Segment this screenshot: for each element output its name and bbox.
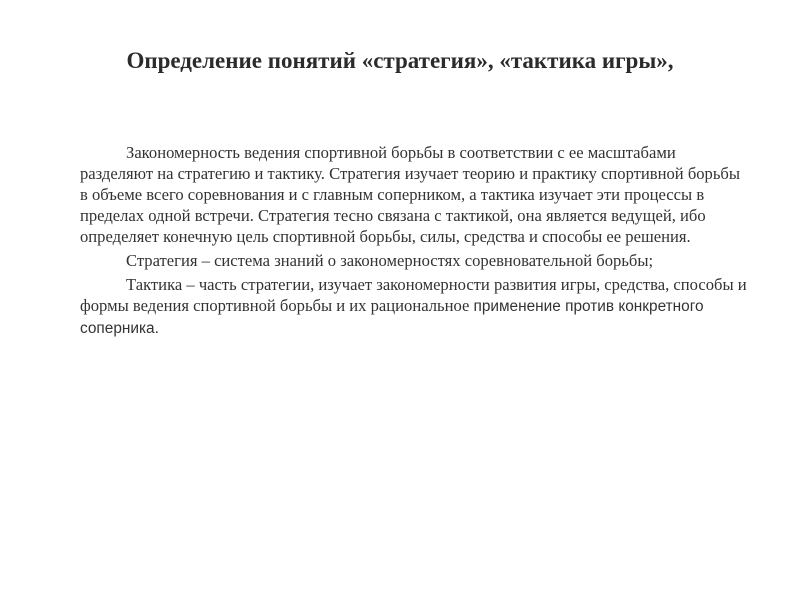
tactics-definition-text: Тактика – часть стратегии, изучает закономерности развития игры, средства, способы и формы ведения спортивной борьбы и их рациональное	[80, 275, 747, 315]
slide-title: Определение понятий «стратегия», «тактика игры»,	[126, 48, 674, 73]
paragraph-strategy-definition: Стратегия – система знаний о закономерностях соревновательной борьбы;	[126, 251, 654, 270]
slide-body	[80, 142, 750, 342]
tactics-definition-ending: применение против конкретного соперника.	[80, 298, 704, 337]
paragraph-pattern: Закономерность ведения спортивной борьбы в соответствии с ее масштабами разделяют на стратегию и тактику. Стратегия изучает теорию и практику спортивной борьбы в объеме всего соревнования и с главным соперником, а тактика изучает эти процессы в пределах одной встречи. Стратегия тесно связана с тактикой, она является ведущей, ибо определяет конечную цель спортивной борьбы, силы, средства и способы ее решения.	[80, 143, 741, 246]
paragraph-tactics-definition	[80, 274, 750, 339]
